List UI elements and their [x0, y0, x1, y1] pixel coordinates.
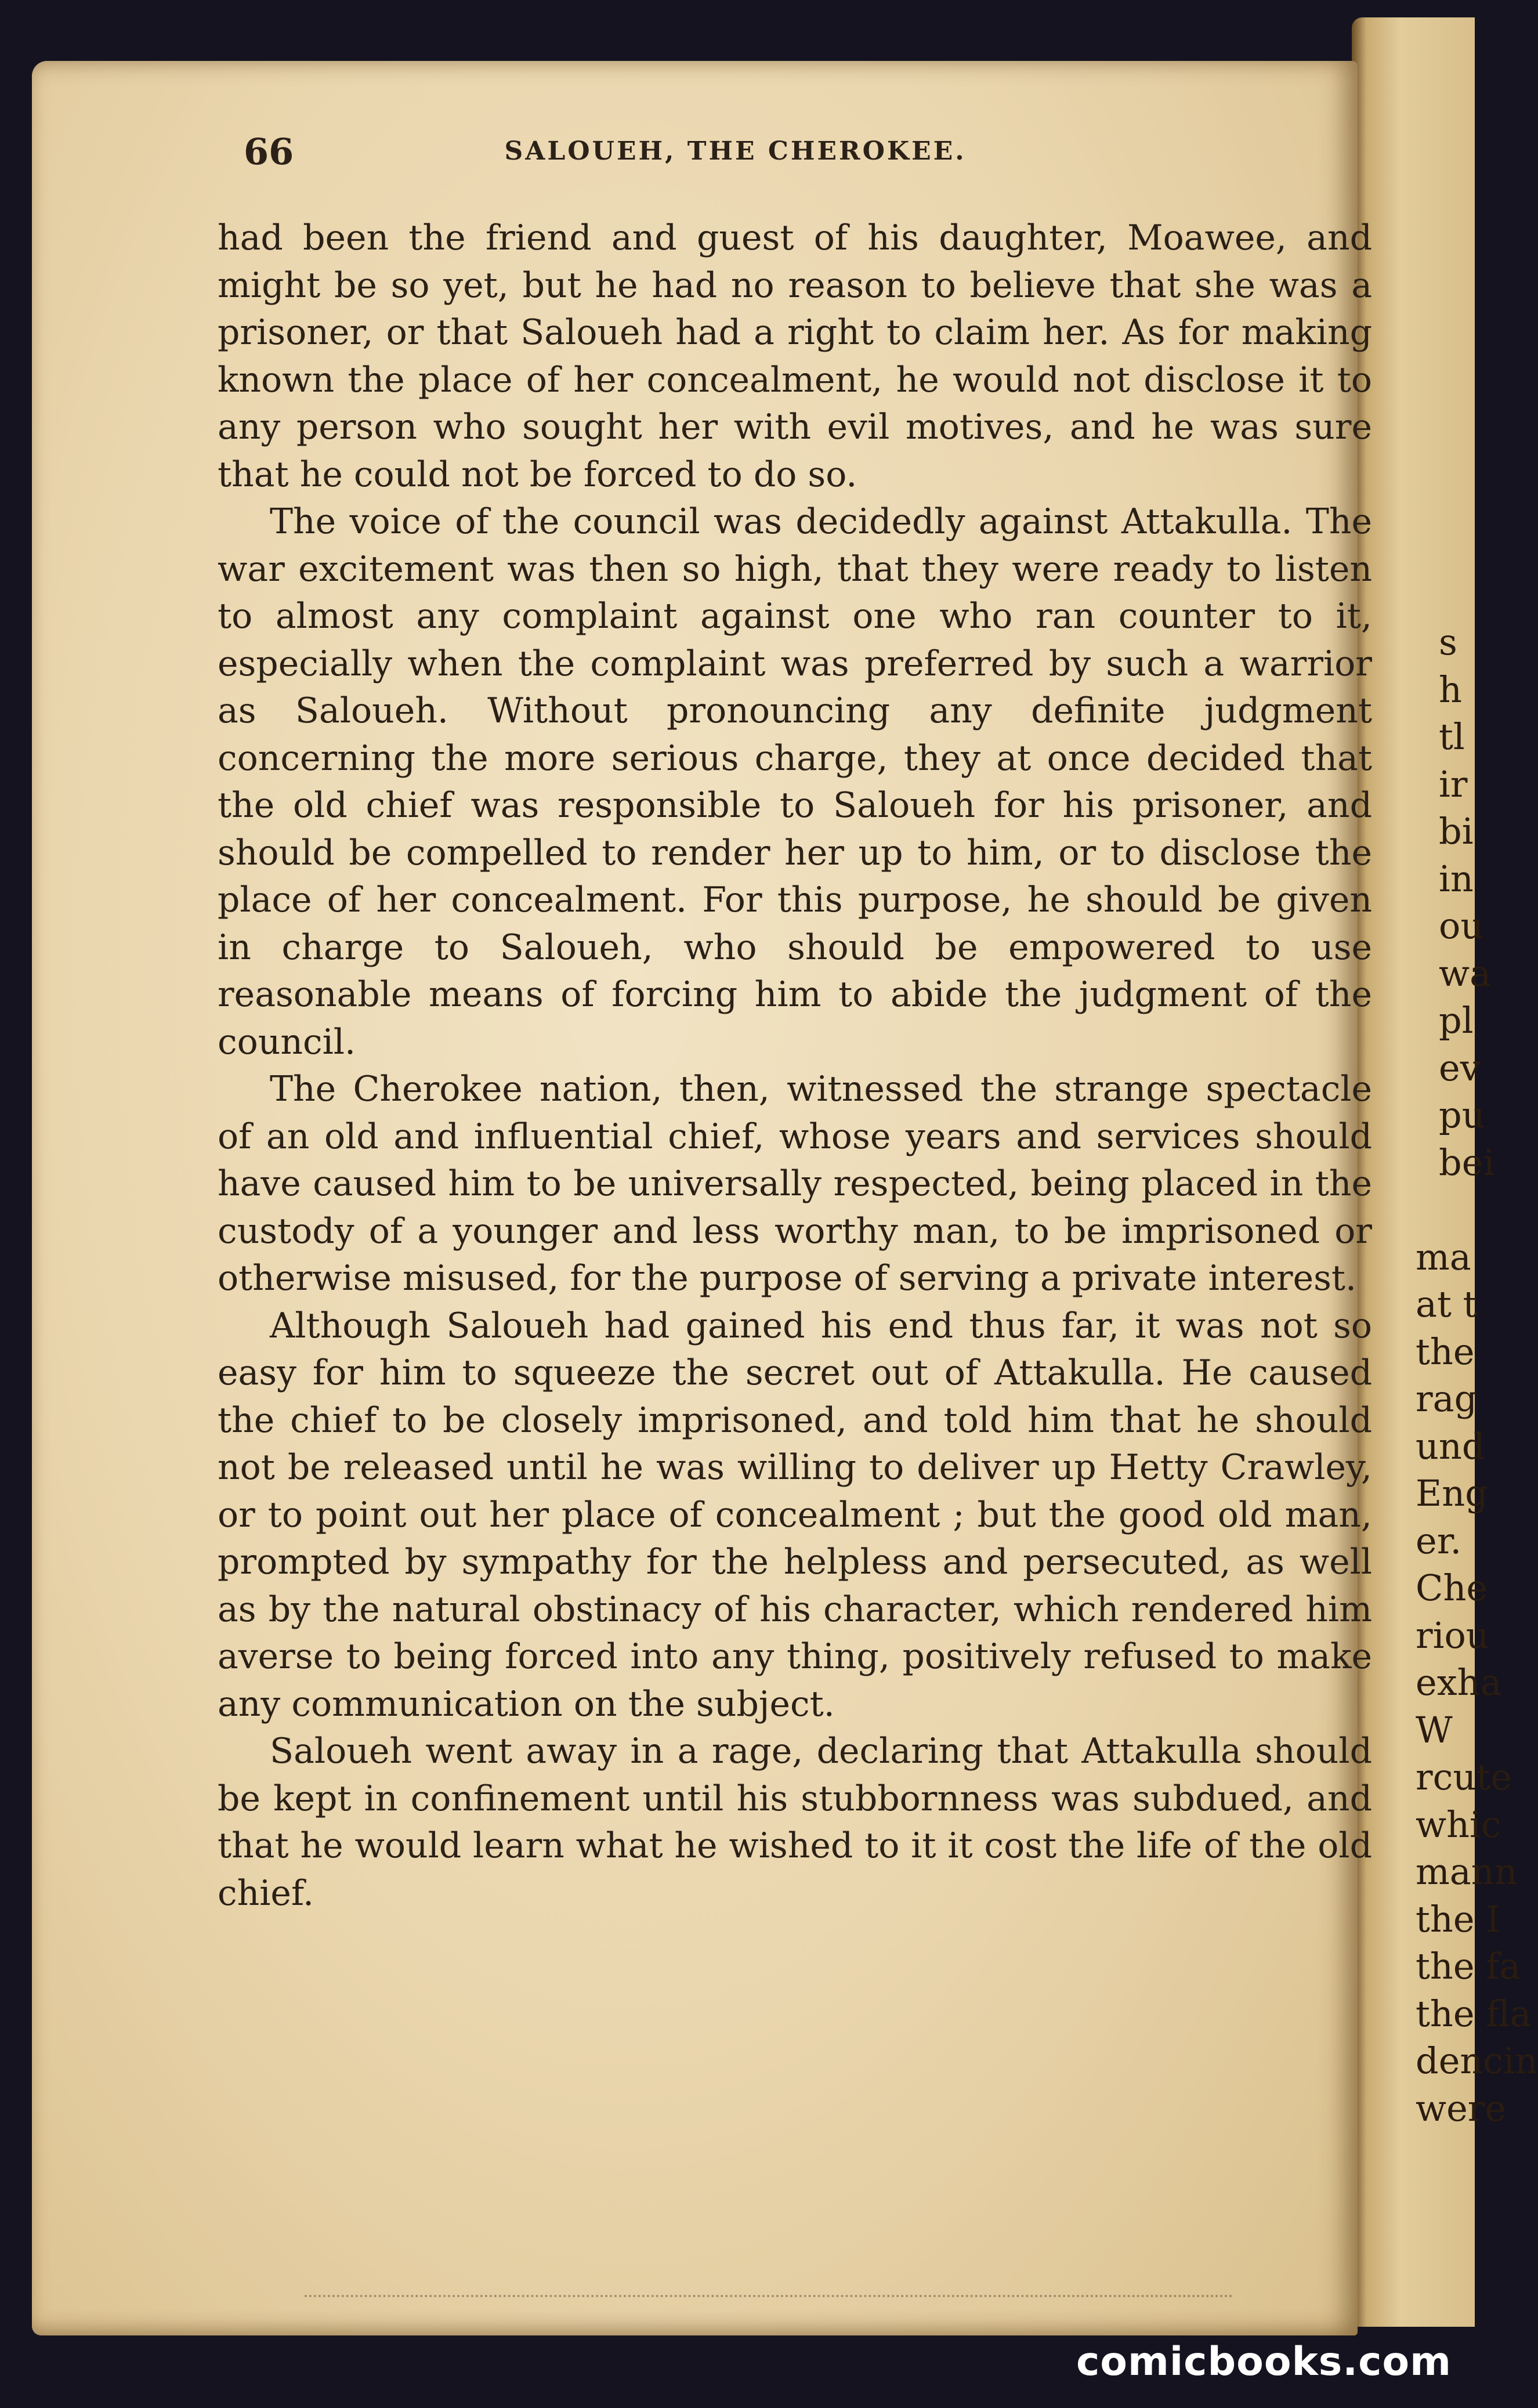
paragraph: had been the friend and guest of his daughter, Moawee, and might be so yet, but he had no reason to believe that she was a prisoner, or that Saloueh had a right to claim her. As for making known the place of her concealment, he would not disclose it to any person who sought her with evil motives, and he was sure that he could not be forced to do so. — [218, 218, 1372, 495]
adjacent-page-fragment: whic — [1416, 1803, 1501, 1846]
adjacent-page-fragment: s — [1439, 621, 1457, 663]
ink-smudge — [305, 2295, 1233, 2301]
book-page — [32, 61, 1372, 2335]
paragraph: Although Saloueh had gained his end thus far, it was not so easy for him to squeeze the secret out of Attakulla. He caused the chief to be closely imprisoned, and told him that he should not be released until he was willing to deliver up Hetty Crawley, or to point out her place of concealment ; but the good old man, prompted by sympathy for the helpless and persecuted, as well as by the natural obstinacy of his character, which rendered him averse to being forced into any thing, positively refused to make any communication on the subject. — [218, 1305, 1372, 1724]
page-header — [206, 131, 1265, 189]
paragraph: Saloueh went away in a rage, declaring that Attakulla should be kept in confinement until his stubbornness was subdued, and that he would learn what he wished to it it cost the life of the old chief. — [218, 1731, 1372, 1914]
adjacent-page-fragment: tl — [1439, 715, 1465, 758]
adjacent-page-fragment: Eng — [1416, 1472, 1488, 1514]
adjacent-page-fragment: riou — [1416, 1614, 1489, 1657]
adjacent-page-fragment: ir — [1439, 762, 1468, 805]
body-text — [218, 215, 1372, 1917]
adjacent-page-fragment: in — [1439, 857, 1474, 900]
adjacent-page-fragment: h — [1439, 668, 1462, 711]
adjacent-page-fragment: und — [1416, 1424, 1485, 1467]
adjacent-page-fragment: pl — [1439, 999, 1474, 1042]
adjacent-page-fragment: dencin — [1416, 2040, 1538, 2082]
page-number: 66 — [244, 131, 294, 173]
adjacent-page-fragment: rag — [1416, 1377, 1478, 1420]
adjacent-page-fragment: were — [1416, 2087, 1507, 2129]
adjacent-page-fragment: er. — [1416, 1519, 1462, 1562]
adjacent-page-fragment: the I — [1416, 1897, 1500, 1940]
adjacent-page-fragment: at t — [1416, 1283, 1478, 1325]
adjacent-page-fragment: wa — [1439, 952, 1492, 995]
adjacent-page-fragment: pu — [1439, 1094, 1485, 1136]
adjacent-page-fragment: ev — [1439, 1046, 1481, 1089]
adjacent-page-fragment: mann — [1416, 1850, 1518, 1893]
watermark: comicbooks.com — [1076, 2339, 1452, 2385]
adjacent-page-fragment: the — [1416, 1330, 1475, 1373]
paragraph: The Cherokee nation, then, witnessed the strange spectacle of an old and influential chief, whose years and services should have caused him to be universally respected, being placed in the custody of a younger and less worthy man, to be imprisoned or otherwise misused, for the purpose of serving a private interest. — [218, 1069, 1372, 1299]
paragraph: The voice of the council was decidedly against Attakulla. The war excitement was then so high, that they were ready to listen to almost any complaint against one who ran counter to it, especially when the complaint was preferred by such a warrior as Saloueh. Without pronouncing any definite judgment concerning the more serious charge, they at once decided that the old chief was responsible to Saloueh for his prisoner, and should be compelled to render her up to him, or to disclose the place of her concealment. For this purpose, he should be given in charge to Saloueh, who should be empowered to use reasonable means of forcing him to abide the judgment of the council. — [218, 501, 1372, 1062]
adjacent-page-fragment: exha — [1416, 1661, 1502, 1704]
adjacent-page-fragment: ou — [1439, 905, 1484, 947]
adjacent-page-fragment: the fla — [1416, 1992, 1532, 2035]
adjacent-page-fragment: W — [1416, 1708, 1453, 1751]
adjacent-page-fragment: bei — [1439, 1141, 1495, 1184]
adjacent-page-fragment: the fa — [1416, 1945, 1521, 1987]
adjacent-page-fragment: rcute — [1416, 1756, 1512, 1798]
adjacent-page-fragment: Che — [1416, 1567, 1488, 1609]
adjacent-page-fragment: ma — [1416, 1235, 1471, 1278]
adjacent-page-fragment: bi — [1439, 810, 1474, 852]
running-head: SALOUEH, THE CHEROKEE. — [504, 136, 967, 166]
